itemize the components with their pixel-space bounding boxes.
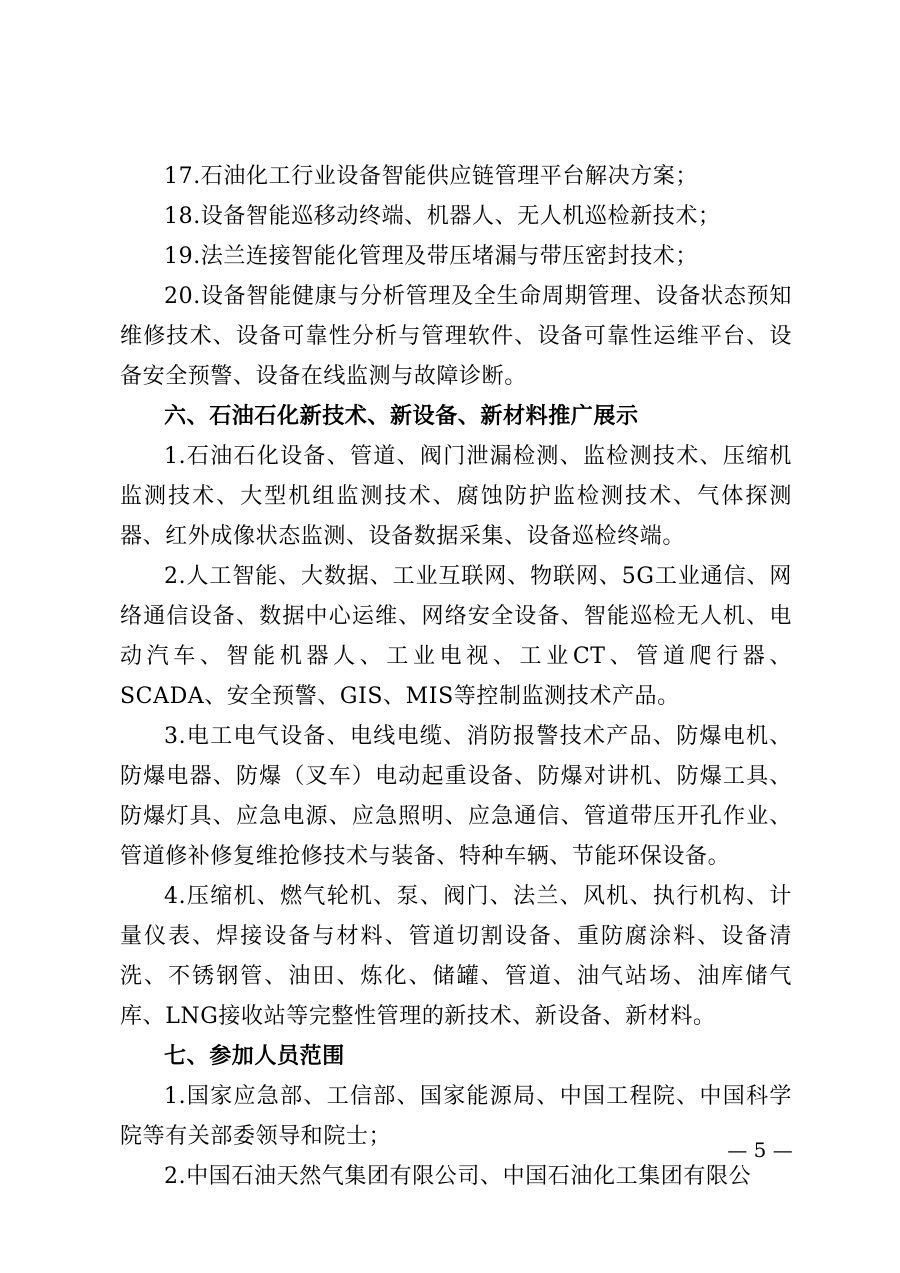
section7-item-1: 1.国家应急部、工信部、国家能源局、中国工程院、中国科学院等有关部委领导和院士； [120, 1084, 792, 1149]
list-item-18: 18.设备智能巡移动终端、机器人、无人机巡检新技术； [164, 204, 721, 229]
list-item-17: 17.石油化工行业设备智能供应链管理平台解决方案； [164, 164, 698, 189]
section7-item-2: 2.中国石油天然气集团有限公司、中国石油化工集团有限公 [164, 1164, 752, 1189]
section6-item-4: 4.压缩机、燃气轮机、泵、阀门、法兰、风机、执行机构、计量仪表、焊接设备与材料、管道切割设备、重防腐涂料、设备清洗、不锈钢管、油田、炼化、储罐、管道、油气站场、油库储气库、LNG接收站等完整性管理的新技术、新设备、新材料。 [120, 884, 792, 1029]
section6-item-3: 3.电工电气设备、电线电缆、消防报警技术产品、防爆电机、防爆电器、防爆（叉车）电动起重设备、防爆对讲机、防爆工具、防爆灯具、应急电源、应急照明、应急通信、管道带压开孔作业、管道修补修复维抢修技术与装备、特种车辆、节能环保设备。 [120, 724, 792, 869]
document-body [120, 157, 792, 1197]
section6-item-2: 2.人工智能、大数据、工业互联网、物联网、5G工业通信、网络通信设备、数据中心运维、网络安全设备、智能巡检无人机、电动汽车、智能机器人、工业电视、工业CT、管道爬行器、SCADA、安全预警、GIS、MIS等控制监测技术产品。 [120, 564, 792, 709]
section-heading-7: 七、参加人员范围 [164, 1044, 345, 1069]
list-item-20: 20.设备智能健康与分析管理及全生命周期管理、设备状态预知维修技术、设备可靠性分析与管理软件、设备可靠性运维平台、设备安全预警、设备在线监测与故障诊断。 [120, 284, 792, 389]
section6-item-1: 1.石油石化设备、管道、阀门泄漏检测、监检测技术、压缩机监测技术、大型机组监测技术、腐蚀防护监检测技术、气体探测器、红外成像状态监测、设备数据采集、设备巡检终端。 [120, 444, 792, 549]
list-item-19: 19.法兰连接智能化管理及带压堵漏与带压密封技术； [164, 244, 698, 269]
page-number: — 5 — [727, 1138, 793, 1162]
section-heading-6: 六、石油石化新技术、新设备、新材料推广展示 [164, 404, 639, 429]
